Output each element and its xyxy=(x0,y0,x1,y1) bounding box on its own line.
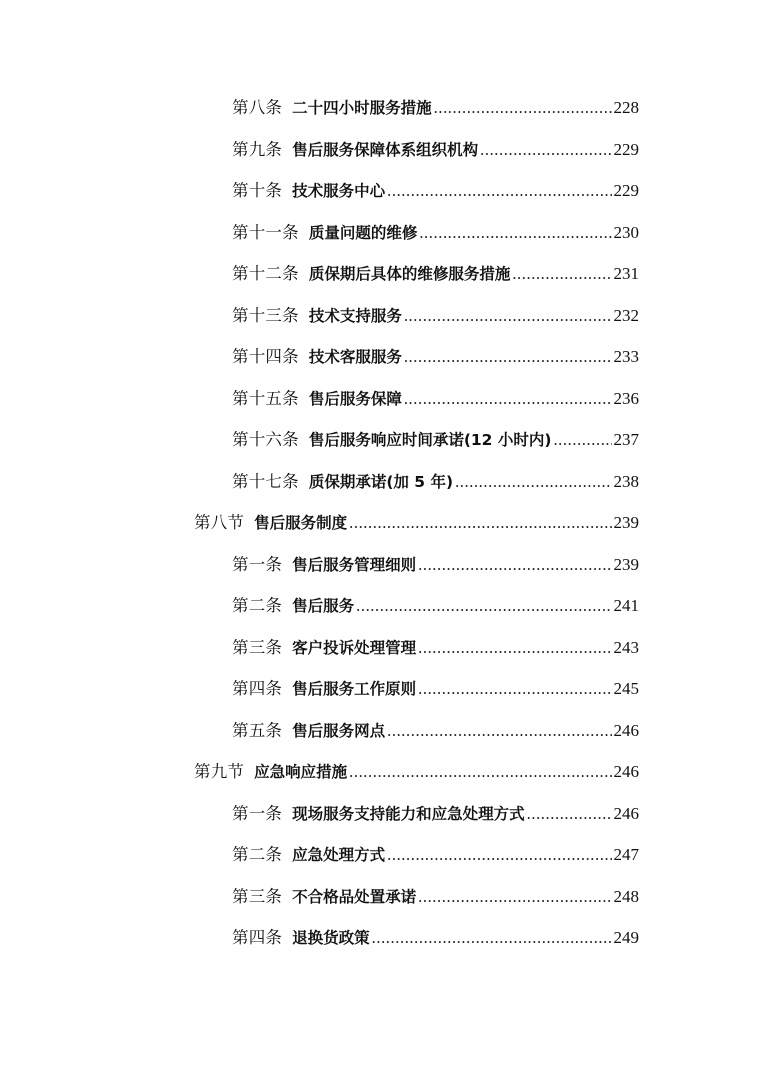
toc-entry-title: 客户投诉处理管理 xyxy=(292,638,417,657)
dot-leader xyxy=(434,87,612,129)
toc-entry-number: 第一条 xyxy=(232,803,283,823)
toc-entry[interactable] xyxy=(0,668,639,710)
toc-entry-number: 第十七条 xyxy=(232,471,299,491)
toc-entry[interactable] xyxy=(0,129,639,171)
dot-leader xyxy=(455,461,611,503)
toc-entry-number: 第二条 xyxy=(232,596,283,615)
dot-leader xyxy=(527,793,612,835)
toc-entry-title: 二十四小时服务措施 xyxy=(292,99,432,117)
toc-entry-title: 技术服务中心 xyxy=(292,182,386,200)
dot-leader xyxy=(404,336,612,378)
toc-entry[interactable] xyxy=(0,253,639,295)
toc-entry[interactable] xyxy=(0,87,639,129)
toc-entry[interactable] xyxy=(0,378,639,420)
toc-entry[interactable] xyxy=(0,834,639,876)
dot-leader xyxy=(356,585,611,627)
toc-section-entry[interactable] xyxy=(0,751,639,793)
toc-entry-number: 第四条 xyxy=(232,679,283,698)
toc-entry[interactable] xyxy=(0,461,639,503)
toc-entry-number: 第十五条 xyxy=(232,388,299,408)
toc-entry-title: 质保期后具体的维修服务措施 xyxy=(308,265,511,283)
toc-entry-title: 技术客服服务 xyxy=(308,348,402,366)
dot-leader xyxy=(404,378,612,420)
table-of-contents xyxy=(0,87,761,959)
toc-entry[interactable] xyxy=(0,295,639,337)
toc-entry-title: 售后服务响应时间承诺(12 小时内) xyxy=(308,431,552,449)
toc-entry-title: 售后服务制度 xyxy=(254,514,348,532)
toc-entry-page: 246 xyxy=(613,803,639,823)
toc-entry-title: 售后服务网点 xyxy=(292,721,386,740)
toc-entry-number: 第十六条 xyxy=(232,430,299,449)
toc-entry-title: 技术支持服务 xyxy=(308,306,402,325)
toc-entry-title: 质量问题的维修 xyxy=(308,223,418,242)
toc-entry-page: 248 xyxy=(613,886,639,906)
toc-entry-page: 239 xyxy=(613,554,639,574)
toc-entry[interactable] xyxy=(0,170,639,212)
dot-leader xyxy=(418,544,611,586)
toc-entry-title: 售后服务管理细则 xyxy=(292,555,417,574)
toc-entry-page: 246 xyxy=(613,762,639,781)
dot-leader xyxy=(512,253,611,295)
dot-leader xyxy=(480,129,611,171)
dot-leader xyxy=(404,295,612,337)
toc-entry[interactable] xyxy=(0,419,639,461)
toc-entry-number: 第九节 xyxy=(194,762,245,781)
toc-entry-page: 243 xyxy=(613,637,639,657)
toc-entry-page: 247 xyxy=(613,845,639,864)
toc-entry-page: 246 xyxy=(613,720,639,740)
dot-leader xyxy=(418,668,611,710)
toc-entry[interactable] xyxy=(0,544,639,586)
toc-entry-page: 231 xyxy=(613,264,639,283)
toc-entry-number: 第四条 xyxy=(232,928,283,947)
toc-entry-page: 249 xyxy=(613,928,639,947)
toc-entry-number: 第八条 xyxy=(232,98,283,117)
toc-entry-number: 第十一条 xyxy=(232,222,299,242)
dot-leader xyxy=(387,834,611,876)
toc-entry[interactable] xyxy=(0,212,639,254)
toc-entry-page: 233 xyxy=(613,347,639,366)
toc-entry-page: 228 xyxy=(613,98,639,117)
toc-entry-number: 第八节 xyxy=(194,513,245,532)
dot-leader xyxy=(387,170,611,212)
toc-entry-page: 238 xyxy=(613,471,639,491)
toc-entry-title: 售后服务工作原则 xyxy=(292,680,417,698)
toc-entry-number: 第十二条 xyxy=(232,264,299,283)
toc-entry-page: 230 xyxy=(613,222,639,242)
dot-leader xyxy=(419,212,611,254)
toc-entry-page: 232 xyxy=(613,305,639,325)
toc-entry-page: 245 xyxy=(613,679,639,698)
dot-leader xyxy=(387,710,611,752)
toc-entry-page: 236 xyxy=(613,388,639,408)
toc-entry-page: 229 xyxy=(613,181,639,200)
toc-entry[interactable] xyxy=(0,917,639,959)
toc-entry-title: 应急响应措施 xyxy=(254,763,348,781)
toc-entry[interactable] xyxy=(0,627,639,669)
toc-entry-number: 第九条 xyxy=(232,139,283,159)
toc-entry-number: 第十四条 xyxy=(232,347,299,366)
dot-leader xyxy=(349,751,611,793)
toc-entry-page: 237 xyxy=(613,430,639,449)
dot-leader xyxy=(349,502,611,544)
toc-entry-title: 不合格品处置承诺 xyxy=(292,887,417,906)
toc-entry-title: 应急处理方式 xyxy=(292,846,386,864)
toc-entry-title: 现场服务支持能力和应急处理方式 xyxy=(292,804,525,823)
toc-entry-number: 第三条 xyxy=(232,637,283,657)
toc-entry-page: 229 xyxy=(613,139,639,159)
toc-entry-number: 第三条 xyxy=(232,886,283,906)
dot-leader xyxy=(553,419,611,461)
toc-entry[interactable] xyxy=(0,585,639,627)
toc-entry[interactable] xyxy=(0,793,639,835)
toc-entry[interactable] xyxy=(0,336,639,378)
toc-entry-number: 第五条 xyxy=(232,720,283,740)
toc-entry-page: 239 xyxy=(613,513,639,532)
toc-entry[interactable] xyxy=(0,710,639,752)
toc-entry-title: 退换货政策 xyxy=(292,929,370,947)
toc-entry-title: 售后服务保障体系组织机构 xyxy=(292,140,479,159)
toc-entry-number: 第二条 xyxy=(232,845,283,864)
toc-entry-page: 241 xyxy=(613,596,639,615)
toc-section-entry[interactable] xyxy=(0,502,639,544)
dot-leader xyxy=(418,627,611,669)
toc-entry-number: 第十三条 xyxy=(232,305,299,325)
dot-leader xyxy=(372,917,612,959)
toc-entry-title: 售后服务 xyxy=(292,597,355,615)
toc-entry-number: 第十条 xyxy=(232,181,283,200)
toc-entry-title: 质保期承诺(加 5 年) xyxy=(308,472,454,491)
toc-entry[interactable] xyxy=(0,876,639,918)
toc-entry-title: 售后服务保障 xyxy=(308,389,402,408)
dot-leader xyxy=(418,876,611,918)
toc-entry-number: 第一条 xyxy=(232,554,283,574)
